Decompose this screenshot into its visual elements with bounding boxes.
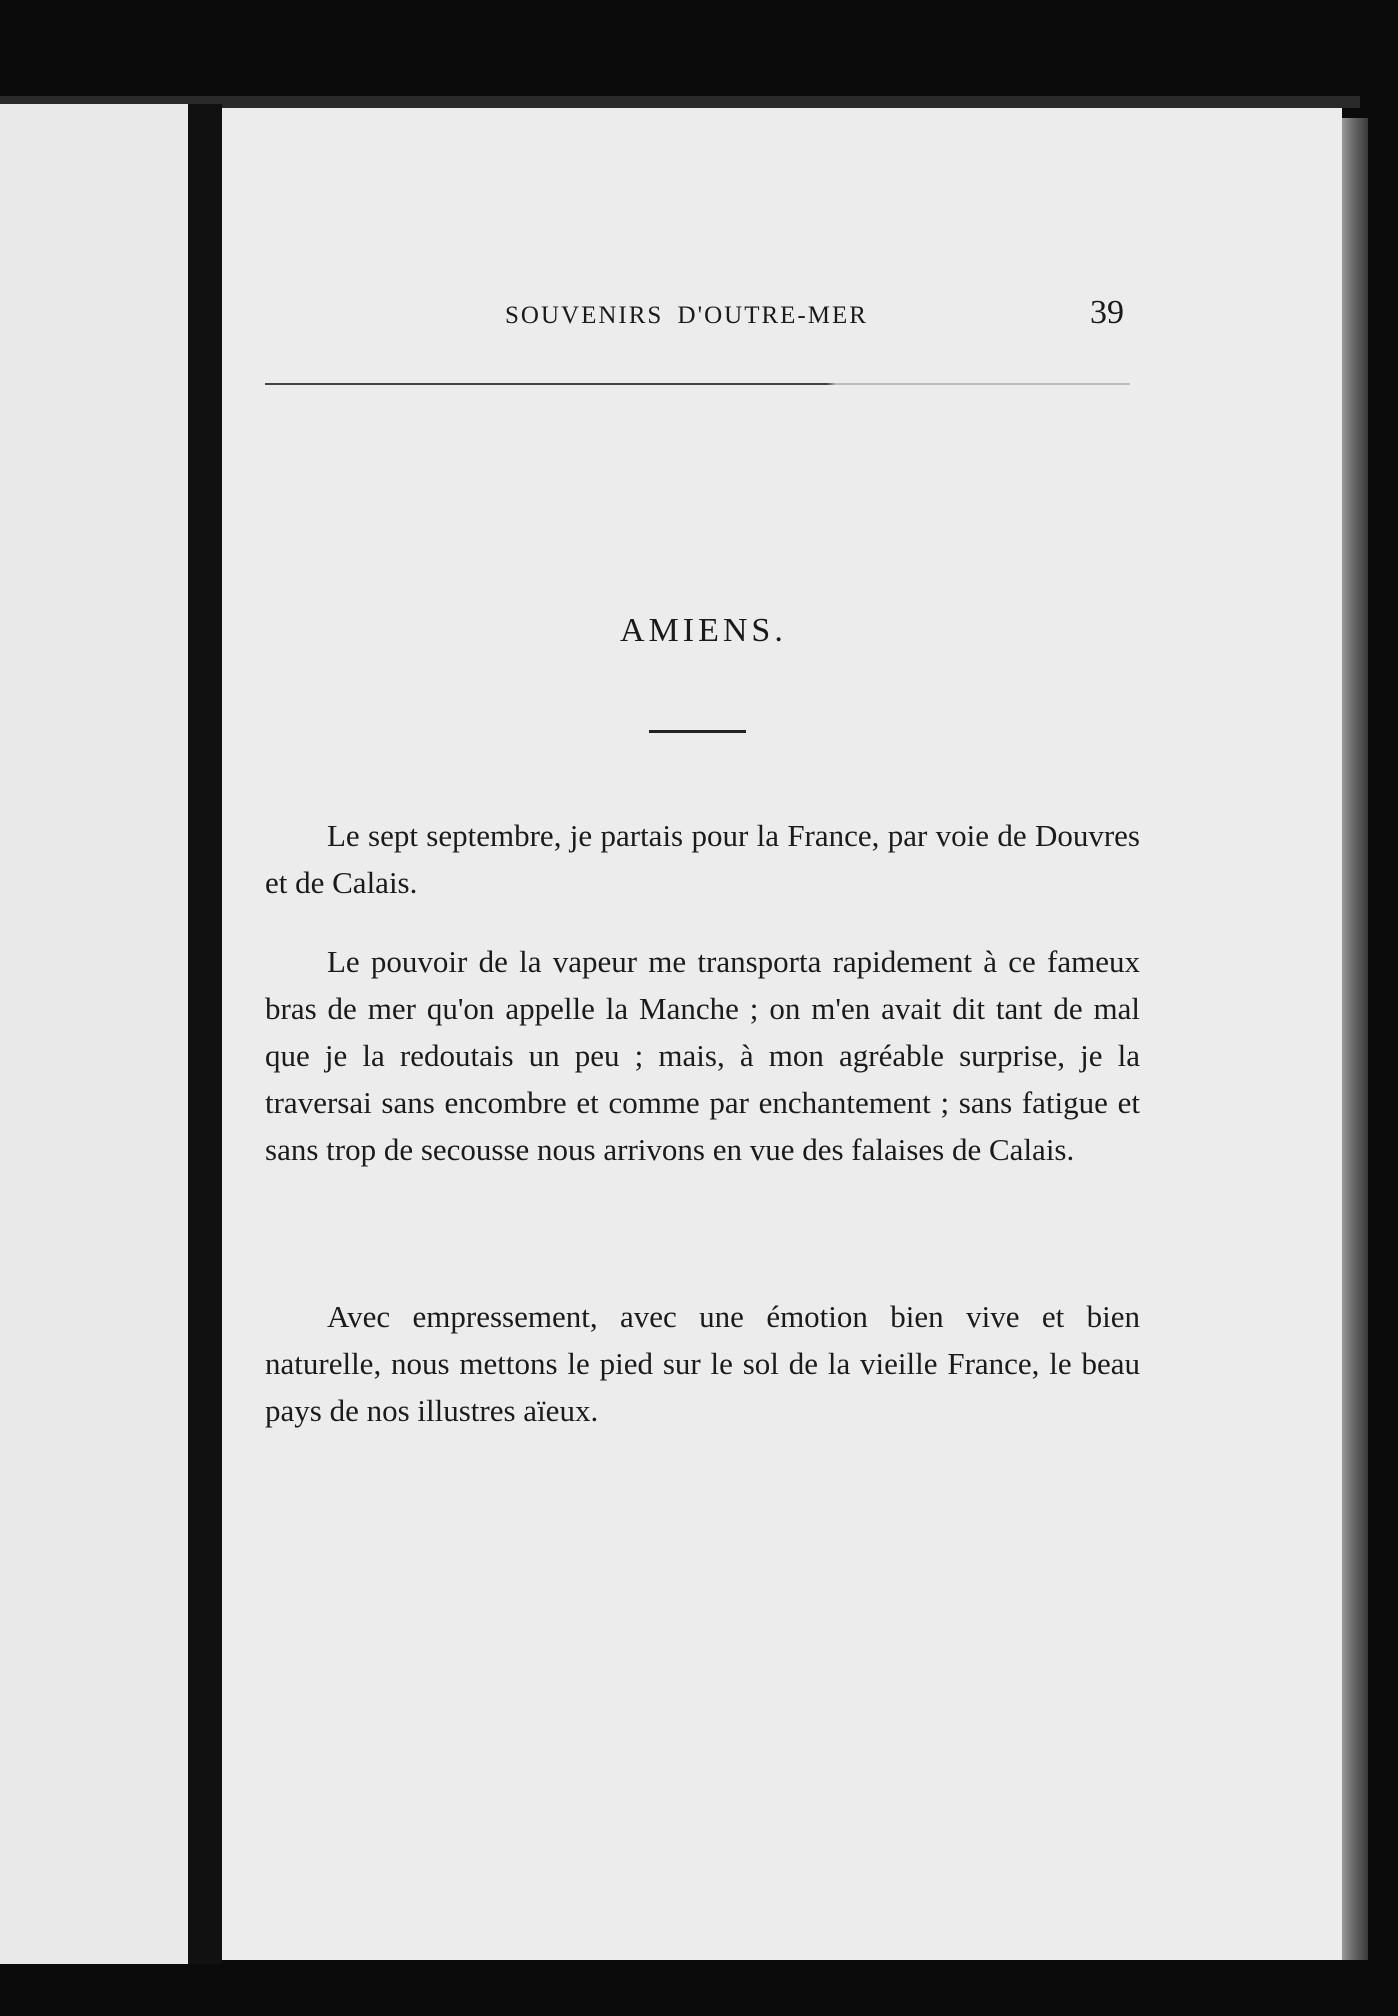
paragraph-2 — [265, 938, 1140, 1173]
previous-page-edge — [0, 104, 188, 1964]
paragraph-text: Le pouvoir de la vapeur me transporta rapidement à ce fameux bras de mer qu'on appelle la Manche ; on m'en avait dit tant de mal que je la redoutais un peu ; mais, à mon agréable surprise, je la traversai sans encombre et comme par enchantement ; sans fatigue et sans trop de secousse nous arrivons en vue des falaises de Calais. — [265, 944, 1140, 1167]
header-rule — [265, 383, 1130, 385]
running-title: SOUVENIRS D'OUTRE-MER — [505, 302, 868, 329]
chapter-title: AMIENS. — [620, 612, 787, 649]
page-number: 39 — [1090, 294, 1124, 331]
page-stack-edge — [1342, 118, 1368, 1960]
chapter-rule — [649, 730, 746, 733]
book-gutter — [188, 104, 222, 1964]
paragraph-3 — [265, 1293, 1140, 1434]
paragraph-text: Le sept septembre, je partais pour la France, par voie de Douvres et de Calais. — [265, 818, 1140, 900]
paragraph-text: Avec empressement, avec une émotion bien vive et bien naturelle, nous mettons le pied sur le sol de la vieille France, le beau pays de nos illustres aïeux. — [265, 1299, 1140, 1428]
paragraph-1 — [265, 812, 1140, 906]
